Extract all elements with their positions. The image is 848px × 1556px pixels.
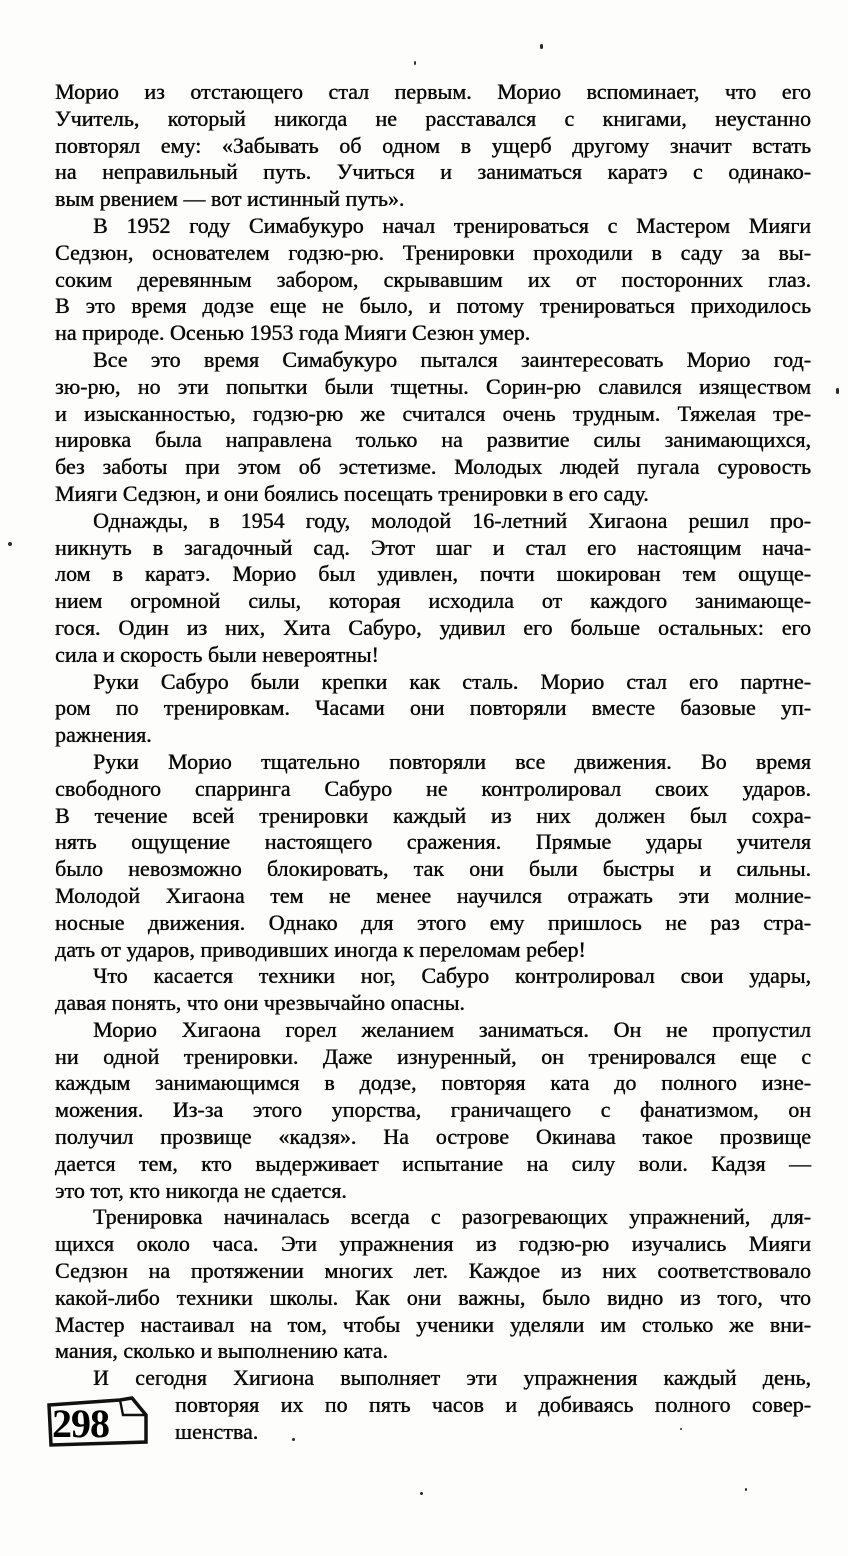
page-number: 298 <box>52 1401 109 1446</box>
text-line: нировка была направлена только на развитие силы занимающихся, <box>55 427 811 453</box>
text-line: лом в каратэ. Морио был удивлен, почти шокирован тем ощуще- <box>55 561 811 587</box>
text-line: нять ощущение настоящего сражения. Прямые удары учителя <box>55 829 811 855</box>
text-line: Мияги Седзюн, и они боялись посещать тренировки в его саду. <box>55 480 649 506</box>
text-line: ражнения. <box>55 722 152 748</box>
page-number-badge <box>44 1394 156 1452</box>
text-line: гося. Один из них, Хита Сабуро, удивил его больше остальных: его <box>55 614 811 640</box>
text-line: Морио из отстающего стал первым. Морио вспоминает, что его <box>55 79 811 104</box>
text-line: свободного спарринга Сабуро не контролировал своих ударов. <box>55 775 811 801</box>
text-line: Руки Сабуро были крепки как сталь. Морио стал его партне- <box>93 668 811 694</box>
scan-speck <box>292 1438 295 1441</box>
page-text-block <box>55 79 811 1446</box>
text-line: дается тем, кто выдерживает испытание на силу воли. Кадзя — <box>55 1150 811 1176</box>
text-line: зю-рю, но эти попытки были тщетны. Сорин-рю славился изяществом <box>55 373 811 399</box>
scan-speck <box>745 1488 747 1491</box>
text-line: Учитель, который никогда не расставался с книгами, неустанно <box>55 105 811 131</box>
text-line: повторяя их по пять часов и добиваясь полного совер- <box>175 1392 811 1418</box>
text-line: Седзюн на протяжении многих лет. Каждое из них соответствовало <box>55 1258 811 1284</box>
paragraph <box>55 749 811 963</box>
text-line: Морио Хигаона горел желанием заниматься. Он не пропустил <box>93 1016 811 1042</box>
paragraph <box>55 1204 811 1365</box>
text-line: было невозможно блокировать, так они были быстры и сильны. <box>55 856 811 882</box>
paragraph <box>55 1365 811 1445</box>
text-line: Все это время Симабукуро пытался заинтересовать Морио год- <box>93 346 811 372</box>
text-line: это тот, кто никогда не сдается. <box>55 1177 347 1203</box>
text-line: мания, сколько и выполнению ката. <box>55 1338 388 1364</box>
text-line: носные движения. Однако для этого ему пришлось не раз стра- <box>55 909 811 935</box>
text-line: В 1952 году Симабукуро начал тренироваться с Мастером Мияги <box>93 212 811 238</box>
scan-speck <box>414 61 416 65</box>
text-line: щихся около часа. Эти упражнения из годзю-рю изучались Мияги <box>55 1231 811 1257</box>
text-line: Однажды, в 1954 году, молодой 16-летний Хигаона решил про- <box>93 507 811 533</box>
text-line: повторял ему: «Забывать об одном в ущерб другому значит встать <box>55 132 811 158</box>
text-line: соким деревянным забором, скрывавшим их от посторонних глаз. <box>55 266 811 292</box>
text-line: шенства. <box>175 1418 259 1444</box>
text-line: Мастер настаивал на том, чтобы ученики уделяли им столько же вни- <box>55 1311 811 1337</box>
text-line: вым рвением — вот истинный путь». <box>55 186 405 212</box>
text-line: Что касается техники ног, Сабуро контролировал свои удары, <box>93 963 811 989</box>
text-line: Руки Морио тщательно повторяли все движения. Во время <box>93 748 811 774</box>
paragraph <box>55 508 811 669</box>
paragraph <box>55 347 811 508</box>
paragraph <box>55 669 811 749</box>
text-line: В течение всей тренировки каждый из них должен был сохра- <box>55 802 811 828</box>
text-line: и изысканностью, годзю-рю же считался очень трудным. Тяжелая тре- <box>55 400 811 426</box>
text-line: И сегодня Хигиона выполняет эти упражнения каждый день, <box>93 1365 811 1391</box>
text-line: В это время додзе еще не было, и потому тренироваться приходилось <box>55 293 811 319</box>
scan-speck <box>836 388 839 394</box>
scan-speck <box>8 542 12 546</box>
text-line: Седзюн, основателем годзю-рю. Тренировки проходили в саду за вы- <box>55 239 811 265</box>
folded-page-icon <box>44 1394 156 1452</box>
text-line: Молодой Хигаона тем не менее научился отражать эти молние- <box>55 882 811 908</box>
text-line: сила и скорость были невероятны! <box>55 641 379 667</box>
paragraph <box>55 213 811 347</box>
text-line: ни одной тренировки. Даже изнуренный, он тренировался еще с <box>55 1043 811 1069</box>
text-line: Тренировка начиналась всегда с разогревающих упражнений, для- <box>93 1204 811 1230</box>
scan-speck <box>540 44 543 49</box>
text-line: можения. Из-за этого упорства, граничащего с фанатизмом, он <box>55 1097 811 1123</box>
paragraph <box>55 963 811 1017</box>
paragraph <box>55 79 811 213</box>
text-line: давая понять, что они чрезвычайно опасны. <box>55 990 465 1016</box>
scan-speck <box>680 1428 682 1430</box>
text-line: получил прозвище «кадзя». На острове Окинава такое прозвище <box>55 1124 811 1150</box>
paragraph <box>55 1017 811 1205</box>
text-line: на неправильный путь. Учиться и заниматься каратэ с одинако- <box>55 159 811 185</box>
text-line: на природе. Осенью 1953 года Мияги Сезюн умер. <box>55 320 531 346</box>
text-line: нием огромной силы, которая исходила от каждого занимающе- <box>55 588 811 614</box>
text-line: без заботы при этом об эстетизме. Молодых людей пугала суровость <box>55 454 811 480</box>
text-line: каждым занимающимся в додзе, повторяя ката до полного изне- <box>55 1070 811 1096</box>
text-line: ром по тренировкам. Часами они повторяли вместе базовые уп- <box>55 695 811 721</box>
text-line: какой-либо техники школы. Как они важны, было видно из того, что <box>55 1284 811 1310</box>
scan-speck <box>420 1492 423 1495</box>
text-line: дать от ударов, приводивших иногда к переломам ребер! <box>55 936 586 962</box>
text-line: никнуть в загадочный сад. Этот шаг и стал его настоящим нача- <box>55 534 811 560</box>
